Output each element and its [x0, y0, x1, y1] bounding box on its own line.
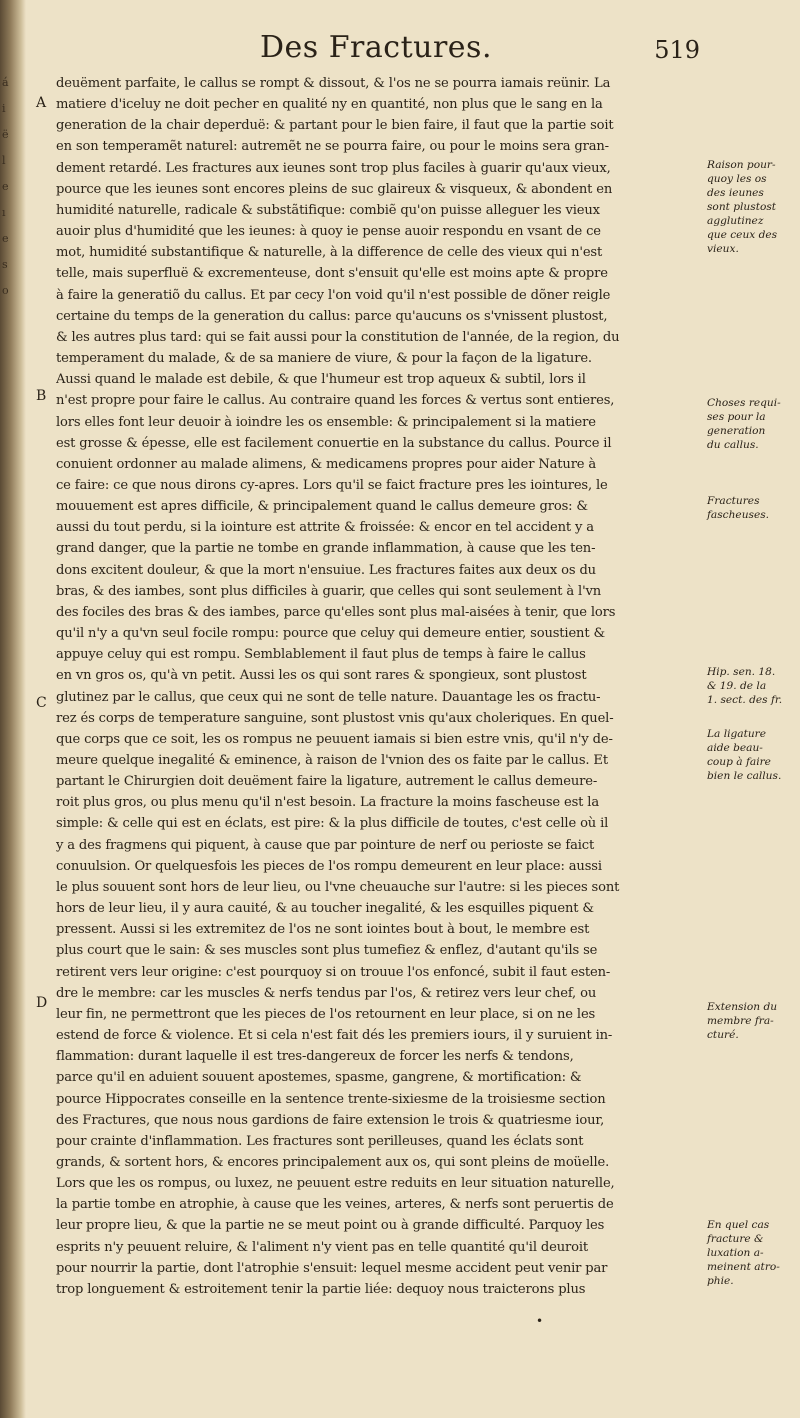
gutter-mark: ë [2, 128, 9, 141]
marginal-note-line: Fractures [707, 495, 760, 507]
marginal-note-6 [707, 1000, 797, 1042]
running-title: Des Fractures. [260, 30, 492, 65]
marginal-note-line: generation [707, 425, 766, 437]
text-line: le plus souuent sont hors de leur lieu, ou l'vne cheuauche sur l'autre: si les pieces sont [56, 879, 620, 895]
section-letter-b: B [36, 388, 47, 404]
text-line: dre le membre: car les muscles & nerfs tendus par l'os, & retirez vers leur chef, ou [56, 985, 597, 1001]
gutter-mark: e [2, 232, 9, 245]
text-line: grands, & sortent hors, & encores principalement aux os, qui sont pleins de moüelle. [56, 1154, 610, 1170]
text-line: mot, humidité substantifique & naturelle, à la difference de celle des vieux qui n'est [56, 245, 603, 261]
text-line: certaine du temps de la generation du callus: parce qu'aucuns os s'vnissent plustost, [56, 308, 608, 324]
text-line: meure quelque inegalité & eminence, à raison de l'vnion des os faite par le callus. Et [56, 753, 608, 768]
text-line: partant le Chirurgien doit deuëment faire la ligature, autrement le callus demeure- [56, 774, 598, 790]
page-number: 519 [654, 36, 700, 64]
section-letter-c: C [36, 695, 47, 711]
text-line: deuëment parfaite, le callus se rompt & dissout, & l'os ne se pourra iamais reünir. La [56, 76, 611, 91]
gutter-mark: á [2, 76, 9, 89]
marginal-note-1 [707, 158, 797, 256]
marginal-note-line: luxation a- [707, 1247, 764, 1259]
text-line: des fociles des bras & des iambes, parce qu'elles sont plus mal-aisées à tenir, que lors [56, 604, 616, 620]
text-line: pource que les ieunes sont encores pleins de suc glaireux & visqueux, & abondent en [56, 181, 613, 197]
text-line: telle, mais superfluë & excrementeuse, dont s'ensuit qu'elle est moins apte & propre [56, 266, 608, 282]
marginal-note-line: ses pour la [707, 411, 766, 423]
text-line: pour crainte d'inflammation. Les fractures sont perilleuses, quand les éclats sont [56, 1133, 584, 1149]
binding-gutter [0, 0, 26, 1418]
marginal-note-line: bien le callus. [707, 770, 782, 782]
marginal-note-line: agglutinez [707, 215, 764, 227]
marginal-note-line: du callus. [707, 439, 759, 451]
text-line: bras, & des iambes, sont plus difficiles à guarir, que celles qui sont seulement à l'vn [56, 583, 602, 599]
text-line: parce qu'il en aduient souuent apostemes, spasme, gangrene, & mortification: & [56, 1070, 582, 1086]
text-line: qu'il n'y a qu'vn seul focile rompu: pource que celuy qui demeure entier, soustient & [56, 626, 605, 642]
marginal-note-line: membre fra- [707, 1015, 774, 1027]
text-line: n'est propre pour faire le callus. Au contraire quand les forces & vertus sont entieres, [56, 393, 615, 409]
text-line: en vn gros os, qu'à vn petit. Aussi les os qui sont rares & spongieux, sont plustost [56, 668, 587, 684]
marginal-note-line: fracture & [707, 1233, 764, 1245]
text-line: plus court que le sain: & ses muscles sont plus tumefiez & enflez, d'autant qu'ils se [56, 943, 598, 959]
text-line: à faire la generatiõ du callus. Et par cecy l'on void qu'il n'est possible de dõner reigle [56, 287, 611, 303]
text-line: auoir plus d'humidité que les ieunes: à quoy ie pense auoir respondu en vsant de ce [56, 224, 601, 240]
body-text [56, 73, 696, 1300]
marginal-note-2 [707, 396, 797, 452]
marginal-note-line: phie. [707, 1275, 734, 1287]
marginal-note-line: quoy les os [707, 173, 767, 185]
text-line: y a des fragmens qui piquent, à cause que par pointure de nerf ou perioste se faict [56, 837, 595, 853]
marginal-note-line: coup à faire [707, 756, 771, 768]
text-line: la partie tombe en atrophie, à cause que les veines, arteres, & nerfs sont peruertis de [56, 1197, 614, 1213]
text-line: lors elles font leur deuoir à ioindre les os ensemble: & principalement si la matiere [56, 414, 596, 430]
gutter-mark: s [2, 258, 8, 271]
text-line: aussi du tout perdu, si la iointure est attrite & froissée: & encor en tel accident y a [56, 520, 594, 536]
marginal-note-line: que ceux des [707, 229, 778, 241]
marginal-note-4 [707, 665, 797, 707]
text-line: conuulsion. Or quelquesfois les pieces de l'os rompu demeurent en leur place: aussi [56, 858, 602, 874]
text-line: hors de leur lieu, il y aura cauité, & au toucher inegalité, & les esquilles piquent & [56, 901, 594, 917]
text-line: en son temperamẽt naturel: autremẽt ne se pourra faire, ou pour le moins sera gran- [56, 139, 609, 155]
page-header [40, 30, 700, 70]
gutter-mark: l [2, 154, 6, 167]
text-line: grand danger, que la partie ne tombe en grande inflammation, à cause que les ten- [56, 541, 596, 557]
text-line: estend de force & violence. Et si cela n'est fait dés les premiers iours, il y suruient in- [56, 1028, 613, 1044]
marginal-note-line: 1. sect. des fr. [707, 694, 783, 706]
text-line: leur propre lieu, & que la partie ne se meut point ou à grande difficulté. Parquoy les [56, 1218, 605, 1234]
text-line: roit plus gros, ou plus menu qu'il n'est besoin. La fracture la moins fascheuse est la [56, 795, 599, 811]
text-line: ce faire: ce que nous dirons cy-apres. Lors qu'il se faict fracture pres les iointures, le [56, 477, 608, 493]
text-line: appuye celuy qui est rompu. Semblablement il faut plus de temps à faire le callus [56, 647, 586, 663]
marginal-note-line: Raison pour- [707, 159, 776, 171]
text-line: flammation: durant laquelle il est tres-dangereux de forcer les nerfs & tendons, [56, 1049, 574, 1065]
text-line: simple: & celle qui est en éclats, est pire: & la plus difficile de toutes, c'est celle où il [56, 816, 609, 832]
text-line: matiere d'iceluy ne doit pecher en qualité ny en quantité, non plus que le sang en la [56, 97, 603, 113]
text-line: leur fin, ne permettront que les pieces de l'os retournent en leur place, si on ne les [56, 1006, 596, 1022]
gutter-mark: i [2, 102, 6, 115]
text-line: dement retardé. Les fractures aux ieunes sont trop plus faciles à guarir qu'aux vieux, [56, 160, 611, 176]
marginal-note-line: Extension du [707, 1001, 778, 1013]
text-line: pressent. Aussi si les extremitez de l'os ne sont iointes bout à bout, le membre est [56, 922, 590, 938]
marginal-note-line: La ligature [707, 728, 767, 740]
marginal-note-line: fascheuses. [707, 509, 770, 521]
text-line: temperament du malade, & de sa maniere de viure, & pour la façon de la ligature. [56, 351, 592, 367]
text-line: pour nourrir la partie, dont l'atrophie s'ensuit: lequel mesme accident peut venir par [56, 1260, 608, 1276]
text-line: trop longuement & estroitement tenir la partie liée: dequoy nous traicterons plus [56, 1281, 586, 1297]
gutter-mark: e [2, 180, 9, 193]
text-line: glutinez par le callus, que ceux qui ne sont de telle nature. Dauantage les os fractu- [56, 689, 601, 705]
marginal-note-line: sont plustost [707, 201, 777, 213]
marginal-note-line: cturé. [707, 1029, 739, 1041]
text-line: humidité naturelle, radicale & substãtifique: combiẽ qu'on puisse alleguer les vieux [56, 202, 600, 218]
text-line: est grosse & épesse, elle est facilement conuertie en la substance du callus. Pource il [56, 435, 612, 451]
catchmark: • [536, 1314, 544, 1328]
section-letter-d: D [36, 995, 48, 1011]
text-line: esprits n'y peuuent reluire, & l'aliment n'y vient pas en telle quantité qu'il deuroit [56, 1239, 588, 1255]
marginal-note-3 [707, 494, 797, 522]
text-line: mouuement est apres difficile, & principalement quand le callus demeure gros: & [56, 499, 588, 515]
text-line: Lors que les os rompus, ou luxez, ne peuuent estre reduits en leur situation naturelle, [56, 1176, 615, 1192]
marginal-note-7 [707, 1218, 797, 1288]
gutter-mark: ı [2, 206, 6, 219]
text-line: retirent vers leur origine: c'est pourquoy si on trouue l'os enfoncé, subit il faut esten- [56, 964, 611, 980]
text-line: dons excitent douleur, & que la mort n'ensuiue. Les fractures faites aux deux os du [56, 562, 596, 578]
text-line: conuient ordonner au malade alimens, & medicamens propres pour aider Nature à [56, 456, 597, 472]
text-line: generation de la chair deperduë: & partant pour le bien faire, il faut que la partie soit [56, 118, 614, 134]
text-line: & les autres plus tard: qui se fait aussi pour la constitution de l'année, de la region, du [56, 329, 620, 345]
marginal-note-line: des ieunes [707, 187, 764, 199]
marginal-note-line: En quel cas [707, 1219, 770, 1231]
marginal-note-line: aide beau- [707, 742, 763, 754]
text-line: Aussi quand le malade est debile, & que l'humeur est trop aqueux & subtil, lors il [56, 372, 586, 388]
marginal-note-line: & 19. de la [707, 680, 767, 692]
text-line: des Fractures, que nous nous gardions de faire extension le trois & quatriesme iour, [56, 1112, 605, 1128]
marginal-note-line: Choses requi- [707, 397, 781, 409]
text-line: que corps que ce soit, les os rompus ne peuuent iamais si bien estre vnis, qu'il n'y de- [56, 731, 613, 747]
gutter-marks [2, 70, 9, 304]
marginal-note-line: meinent atro- [707, 1261, 780, 1273]
text-line: rez és corps de temperature sanguine, sont plustost vnis qu'aux choleriques. En quel- [56, 710, 614, 726]
marginal-note-5 [707, 727, 797, 783]
marginal-note-line: vieux. [707, 243, 739, 255]
text-line: pource Hippocrates conseille en la sentence trente-sixiesme de la troisiesme section [56, 1091, 606, 1107]
marginal-note-line: Hip. sen. 18. [707, 666, 776, 678]
gutter-mark: o [2, 284, 9, 297]
section-letter-a: A [36, 95, 47, 111]
